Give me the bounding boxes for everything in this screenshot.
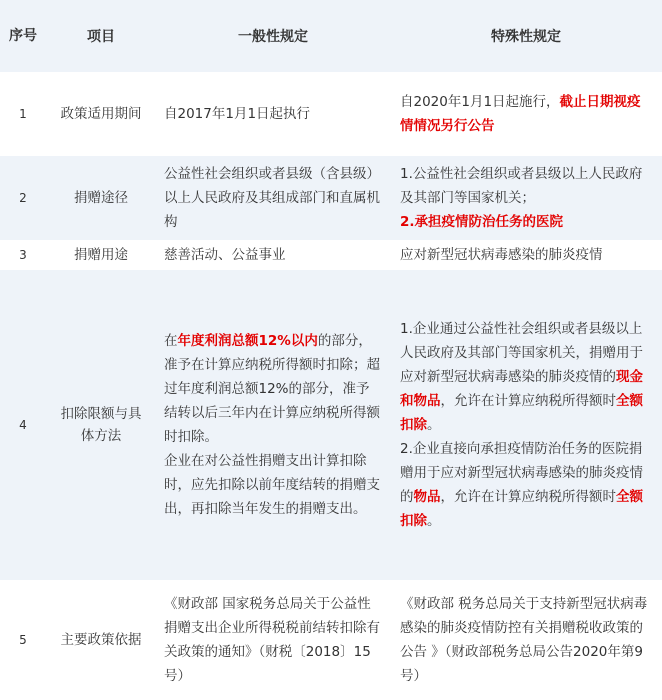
- special-text: 自2020年1月1日起施行，: [400, 94, 560, 110]
- highlight-text: 年度利润总额12%以内: [177, 333, 318, 349]
- row-general: 慈善活动、公益事业: [156, 240, 390, 270]
- table-row: [0, 156, 662, 240]
- highlight-text: 2.承担疫情防治任务的医院: [400, 214, 564, 230]
- special-text: 2.企业直接向承担疫情防治任务的医院捐赠用于应对新型冠状病毒感染的肺炎疫情的: [400, 441, 643, 505]
- row-special: 《财政部 税务总局关于支持新型冠状病毒感染的肺炎疫情防控有关捐赠税收政策的公告 》（财政部税务总局公告2020年第9号）: [390, 580, 662, 700]
- special-text: 1.企业通过公益性社会组织或者县级以上人民政府及其部门等国家机关，捐赠用于应对新型冠状病毒感染的肺炎疫情的: [400, 321, 643, 385]
- table-header-row: [0, 0, 662, 72]
- row-general: 公益性社会组织或者县级（含县级）以上人民政府及其组成部门和直属机构: [156, 156, 390, 240]
- row-index: 1: [0, 72, 46, 156]
- general-paragraph: 企业在对公益性捐赠支出计算扣除时，应先扣除以前年度结转的捐赠支出，再扣除当年发生的捐赠支出。: [164, 453, 380, 517]
- highlight-text: 截止日期视疫情情况另行公告: [400, 94, 641, 134]
- row-special: [390, 156, 662, 240]
- row-special: [390, 72, 662, 156]
- row-item: 政策适用期间: [46, 72, 156, 156]
- special-text: 。: [427, 417, 441, 433]
- highlight-text: 物品: [413, 489, 441, 505]
- highlight-text: 全额扣除: [400, 393, 643, 433]
- special-paragraph: [400, 437, 650, 533]
- header-special: 特殊性规定: [390, 0, 662, 72]
- header-general: 一般性规定: [156, 0, 390, 72]
- row-general: [156, 270, 390, 580]
- row-index: 2: [0, 156, 46, 240]
- row-index: 4: [0, 270, 46, 580]
- general-text: 的部分，准予在计算应纳税所得额时扣除；超过年度利润总额12%的部分，准予结转以后三年内在计算应纳税所得额时扣除。: [164, 333, 380, 445]
- row-general: 《财政部 国家税务总局关于公益性捐赠支出企业所得税税前结转扣除有关政策的通知》（财税〔2018〕15号）: [156, 580, 390, 700]
- special-text: 。: [427, 513, 441, 529]
- special-text: ，允许在计算应纳税所得额时: [440, 489, 616, 505]
- row-index: 3: [0, 240, 46, 270]
- table-row: [0, 72, 662, 156]
- row-index: 5: [0, 580, 46, 700]
- general-text: 在: [164, 333, 178, 349]
- row-item: 扣除限额与具体方法: [46, 270, 156, 580]
- general-paragraph: [164, 329, 382, 449]
- row-item: 捐赠用途: [46, 240, 156, 270]
- row-special: 应对新型冠状病毒感染的肺炎疫情: [390, 240, 662, 270]
- highlight-text: 现金和物品: [400, 369, 643, 409]
- special-paragraph: [400, 317, 650, 437]
- row-general: 自2017年1月1日起执行: [156, 72, 390, 156]
- table-row: [0, 580, 662, 700]
- header-index: 序号: [0, 0, 46, 72]
- special-line: 1.公益性社会组织或者县级以上人民政府及其部门等国家机关；: [400, 166, 643, 206]
- row-special: [390, 270, 662, 580]
- row-item: 主要政策依据: [46, 580, 156, 700]
- special-text: ，允许在计算应纳税所得额时: [440, 393, 616, 409]
- highlight-text: 全额扣除: [400, 489, 643, 529]
- table-row: [0, 270, 662, 580]
- row-item: 捐赠途径: [46, 156, 156, 240]
- table-row: [0, 240, 662, 270]
- header-item: 项目: [46, 0, 156, 72]
